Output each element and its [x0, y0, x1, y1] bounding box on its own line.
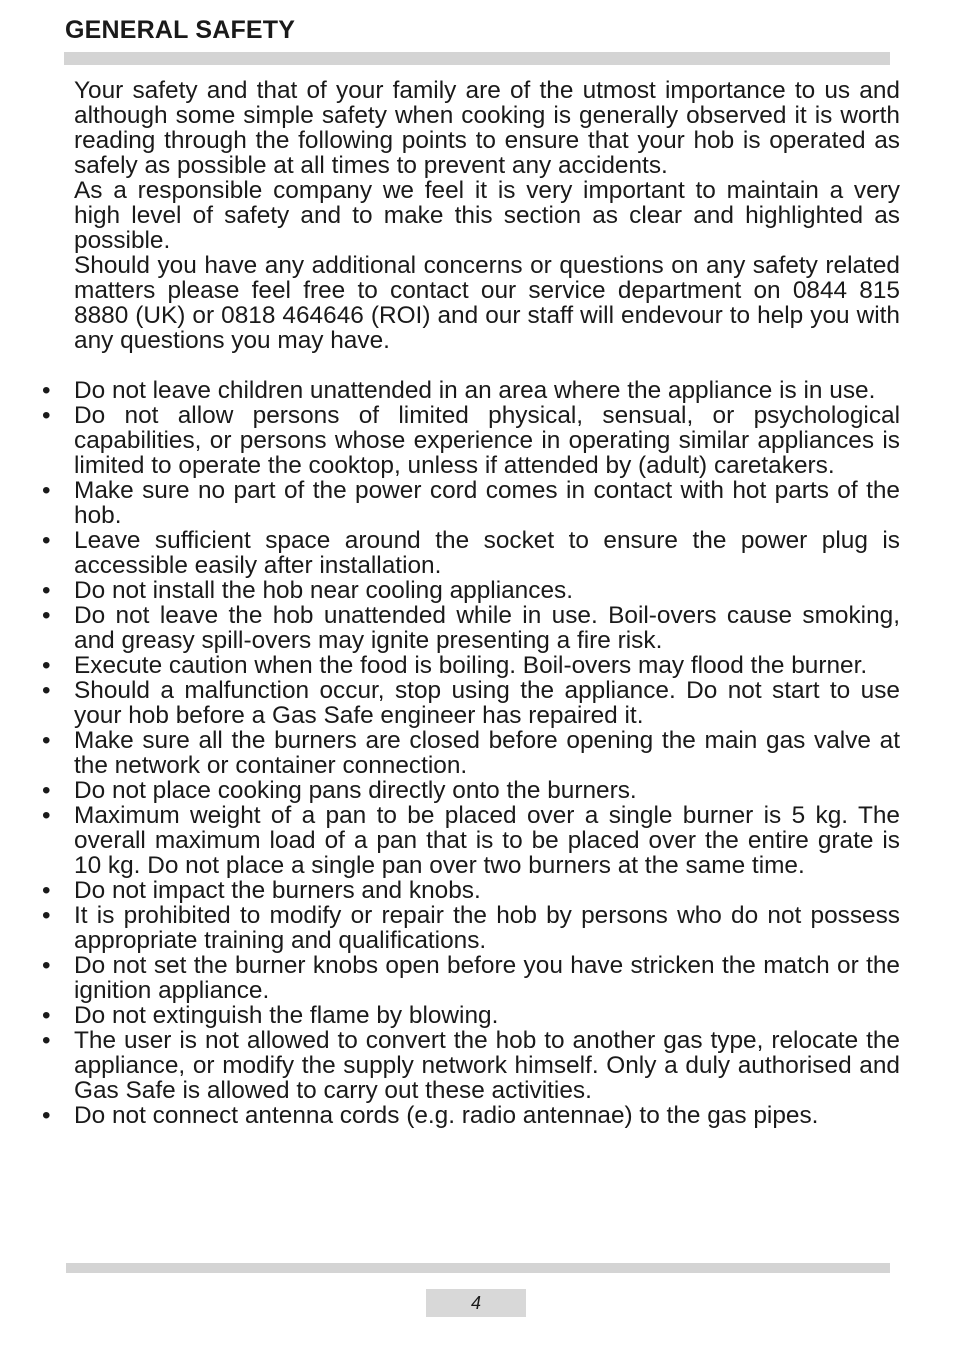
safety-item — [38, 603, 900, 653]
safety-item — [38, 678, 900, 728]
bullet-icon: • — [42, 652, 51, 679]
bullet-icon: • — [42, 577, 51, 604]
safety-item — [38, 903, 900, 953]
top-divider — [64, 52, 890, 65]
safety-item-text: Maximum weight of a pan to be placed over a single burner is 5 kg. The overall maximum load of a pan that is to be placed over the entire grate is 10 kg. Do not place a single pan over two burners at the same time. — [74, 802, 900, 879]
bullet-icon: • — [42, 877, 51, 904]
bullet-icon: • — [42, 902, 51, 929]
safety-item-text: Make sure no part of the power cord comes in contact with hot parts of the hob. — [74, 477, 900, 529]
bullet-icon: • — [42, 1102, 51, 1129]
safety-item-text: It is prohibited to modify or repair the hob by persons who do not possess appropriate training and qualifications. — [74, 902, 900, 954]
safety-item — [38, 803, 900, 878]
safety-item-text: Do not set the burner knobs open before you have stricken the match or the ignition appliance. — [74, 952, 900, 1004]
safety-item — [38, 778, 900, 803]
safety-item — [38, 953, 900, 1003]
safety-item — [38, 653, 900, 678]
bullet-icon: • — [42, 727, 51, 754]
intro-paragraph: Should you have any additional concerns or questions on any safety related matters please feel free to contact our service department on 0844 815 8880 (UK) or 0818 464646 (ROI) and our staff will endevour to help you with any questions you may have. — [74, 252, 900, 354]
bullet-icon: • — [42, 777, 51, 804]
safety-item — [38, 728, 900, 778]
section-title: GENERAL SAFETY — [65, 16, 296, 44]
safety-item — [38, 578, 900, 603]
bullet-icon: • — [42, 402, 51, 429]
safety-item — [38, 478, 900, 528]
intro-paragraph: Your safety and that of your family are of the utmost importance to us and although some simple safety when cooking is generally observed it is worth reading through the following points to ensure that your hob is operated as safely as possible at all times to prevent any accidents. — [74, 77, 900, 179]
bullet-icon: • — [42, 952, 51, 979]
safety-item-text: Do not install the hob near cooling appliances. — [74, 577, 573, 604]
safety-item-text: Do not leave the hob unattended while in use. Boil-overs cause smoking, and greasy spill-overs may ignite presenting a fire risk. — [74, 602, 900, 654]
bullet-icon: • — [42, 377, 51, 404]
bullet-icon: • — [42, 477, 51, 504]
bullet-icon: • — [42, 677, 51, 704]
safety-item — [38, 1003, 900, 1028]
safety-item — [38, 403, 900, 478]
bullet-icon: • — [42, 602, 51, 629]
bullet-icon: • — [42, 1027, 51, 1054]
intro-text — [74, 78, 900, 353]
safety-item-text: Do not leave children unattended in an area where the appliance is in use. — [74, 377, 876, 404]
safety-item-text: Do not impact the burners and knobs. — [74, 877, 481, 904]
safety-item-text: Execute caution when the food is boiling. Boil-overs may flood the burner. — [74, 652, 868, 679]
bullet-icon: • — [42, 1002, 51, 1029]
safety-item — [38, 1103, 900, 1128]
safety-item — [38, 528, 900, 578]
safety-item-text: Make sure all the burners are closed before opening the main gas valve at the network or container connection. — [74, 727, 900, 779]
intro-paragraph: As a responsible company we feel it is very important to maintain a very high level of safety and to make this section as clear and highlighted as possible. — [74, 177, 900, 254]
safety-item-text: Should a malfunction occur, stop using the appliance. Do not start to use your hob before a Gas Safe engineer has repaired it. — [74, 677, 900, 729]
safety-item-text: The user is not allowed to convert the hob to another gas type, relocate the appliance, or modify the supply network himself. Only a duly authorised and Gas Safe is allowed to carry out these activities. — [74, 1027, 900, 1104]
safety-item — [38, 378, 900, 403]
safety-item-text: Do not allow persons of limited physical, sensual, or psychological capabilities, or persons whose experience in operating similar appliances is limited to operate the cooktop, unless if attended by (adult) caretakers. — [74, 402, 900, 479]
bottom-divider — [66, 1263, 890, 1273]
bullet-icon: • — [42, 527, 51, 554]
safety-item — [38, 1028, 900, 1103]
safety-item-text: Do not extinguish the flame by blowing. — [74, 1002, 499, 1029]
safety-item — [38, 878, 900, 903]
safety-item-text: Do not connect antenna cords (e.g. radio antennae) to the gas pipes. — [74, 1102, 819, 1129]
page-number: 4 — [426, 1289, 526, 1317]
bullet-icon: • — [42, 802, 51, 829]
safety-item-text: Do not place cooking pans directly onto the burners. — [74, 777, 637, 804]
safety-list — [38, 378, 900, 1128]
safety-item-text: Leave sufficient space around the socket to ensure the power plug is accessible easily after installation. — [74, 527, 900, 579]
